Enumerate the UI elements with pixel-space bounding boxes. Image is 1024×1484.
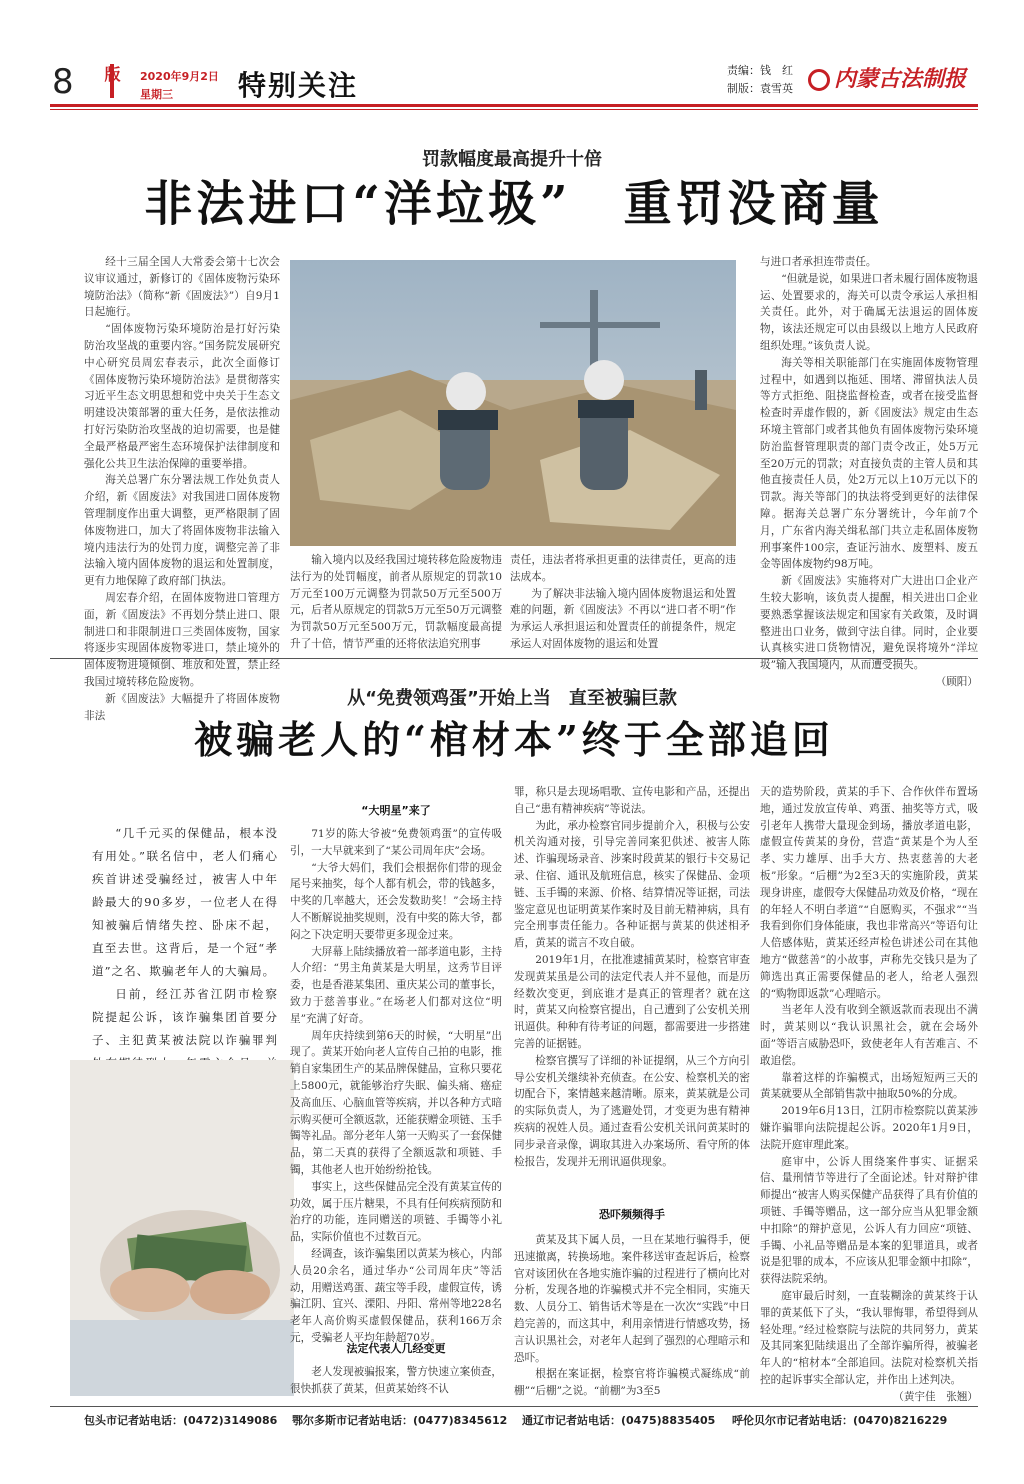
article2-col2: 71岁的陈大爷被“免费领鸡蛋”的宣传吸引，一大早就来到了“某公司周年庆”会场。 “大爷大妈们，我们会根据你们带的现金尾号来抽奖，每个人都有机会，带的钱越多，中奖的几率越大，还会发数助奖！”会场主持人不断解说抽奖规则，没有中奖的陈大爷，都闷之下决定明天要带更多现金过来。 大屏幕上陆续播放着一部孝道电影，主持人介绍：“男主角黄某是大明星，这秀节目评委，也是香港某集团、重庆某公司的董事长，致力于慈善事业。”在场老人们都对这位“明星”充满了好奇。 周年庆持续到第6天的时候，“大明星”出现了。黄某开始向老人宣传自己拍的电影，推销自家集团生产的某品牌保健品，宣称只要花上5800元，就能够治疗失眠、偏头痛、癌症及高血压、心脑血管等疾病，并以各种方式暗示购买便可全额返款，还能获赠金项链、玉手镯等礼品。部分老年人第一天购买了一套保健品，第二天真的获得了全额返款和项链、手镯，其他老人也开始纷纷抢钱。 事实上，这些保健品完全没有黄某宣传的功效，属于压片糖果，不具有任何疾病预防和治疗的功能，连同赠送的项链、手镯等小礼品，实际价值也不过数百元。 经调查，该诈骗集团以黄某为核心，内部人员20余名，通过华办“公司周年庆”等活动，用赠送鸡蛋、蔬宝等手段，虚假宣传，诱骗江阴、宜兴、溧阳、丹阳、常州等地228名老年人高价购买虚假保健品，获利166万余元，受骗老人平均年龄超70岁。 — [290, 828, 502, 1344]
article2-col3-tail: 黄某及其下属人员，一旦在某地行骗得手，便迅速撤离，转换场地。案件移送审查起诉后，检察官对该团伙在各地实施诈骗的过程进行了横向比对分析，发现各地的诈骗模式并不完全相同，实施天数、人员分工、销售话术等是在一次次“实践”中日趋完善的，而这其中，利用亲情进行情感攻势，扬言认识黑社会，对老年人起到了强烈的心理暗示和恐吓。 根据在案证据，检察官将诈骗模式凝练成“前棚”“后棚”之说。“前棚”为3至5 — [514, 1234, 750, 1398]
issue-date: 2020年9月2日 星期三 — [140, 68, 219, 104]
article1-col3: 责任，违法者将承担更重的法律责任，更高的违法成本。 为了解决非法输入境内固体废物退运和处置难的问题，新《固废法》不再以“进口者不明”作为承运人承担退运和处置责任的前提条件，规定承运人对固体废物的退运和处置 — [510, 554, 736, 650]
article-divider — [50, 658, 978, 659]
customs-officers-inspecting-waste-image — [290, 260, 736, 546]
article1-byline: （顾阳） — [935, 675, 978, 688]
article2-subhead-3: 恐吓频频得手 — [599, 1208, 665, 1221]
article2-photo — [70, 1060, 294, 1396]
article1-headline: 非法进口“洋垃圾” 重罚没商量 — [144, 176, 884, 232]
article2-headline: 被骗老人的“棺材本”终于全部追回 — [194, 717, 834, 762]
footer-baotou: 包头市记者站电话：(0472)3149086 — [84, 1414, 278, 1427]
elderly-hands-money-image — [70, 1060, 294, 1396]
article1-col2: 输入境内以及经我国过境转移危险废物违法行为的处罚幅度，前者从原规定的罚款10万元至100万元调整为罚款50万元至500万元，后者从原规定的罚款5万元至50万元调整为罚款50万元至500万元，罚款幅度最高提升了十倍，情节严重的还将依法追究刑事 — [290, 554, 502, 650]
weekday: 星期三 — [140, 88, 173, 101]
article2-col3: 罪，称只是去现场唱歌、宣传电影和产品，还提出自己“患有精神疾病”等说法。 为此，承办检察官同步提前介入，积极与公安机关沟通对接，引导完善同案犯供述、被害人陈述、诈骗现场录音、涉案时段黄某的银行卡交易记录、住宿、通讯及航班信息，核实了保健品、金项链、玉手镯的来源、价格、结算情况等证据，司法鉴定意见也证明黄某作案时及目前无精神病，具有完全刑事责任能力。各种证据与黄某的供述相矛盾，黄某的谎言不攻自破。 2019年1月，在批准逮捕黄某时，检察官审查发现黄某虽是公司的法定代表人并不显他，而是历经数次变更，到底谁才是真正的管理者？就在这时，黄某又向检察官提出，自己遭到了公安机关刑讯逼供。种种有待考证的问题，都需要进一步搭建完善的证据链。 检察官撰写了详细的补证提纲，从三个方向引导公安机关继续补充侦查。在公安、检察机关的密切配合下，案情越来越清晰。原来，黄某就是公司的实际负责人，为了逃避处罚，才变更为患有精神疾病的祝姓人员。通过查看公安机关讯问黄某时的同步录音录像，调取其进入办案场所、看守所的体检报告，发现并无刑讯逼供现象。 — [514, 786, 750, 1168]
newspaper-logo: 内蒙古法制报 — [808, 62, 966, 93]
footer-tongliao: 通辽市记者站电话：(0475)8835405 — [522, 1414, 716, 1427]
article2-kicker: 从“免费领鸡蛋”开始上当 直至被骗巨款 — [347, 688, 677, 709]
editor-credits: 责编：钱 红 制版：袁雪英 — [727, 64, 793, 95]
article2-col2-tail: 老人发现被骗报案，警方快速立案侦查，很快抓获了黄某，但黄某始终不认 — [290, 1366, 502, 1395]
page-number: 8 — [52, 62, 112, 102]
section-title: 特别关注 — [238, 69, 359, 102]
footer-ordos: 鄂尔多斯市记者站电话：(0477)8345612 — [292, 1414, 508, 1427]
article1-kicker: 罚款幅度最高提升十倍 — [422, 149, 602, 170]
article2-subhead-1: “大明星”来了 — [361, 804, 431, 817]
masthead-bar — [110, 64, 114, 98]
article2-subhead-2: 法定代表人几经变更 — [346, 1342, 446, 1355]
masthead-rule-thin — [50, 109, 978, 110]
article2-col4: 天的造势阶段，黄某的手下、合作伙伴布置场地，通过发放宣传单、鸡蛋、抽奖等方式，吸引老年人携带大量现金到场，播放孝道电影，虚假宣传黄某的身份，营造“黄某是个为人至孝、实力雄厚、出手大方、热衷慈善的大老板”形象。“后棚”为2至3天的实施阶段，黄某现身讲座，虚假夸大保健品功效及价格，“现在的年轻人不明白孝道”“自愿购买，不强求”“当我看到你们身体能康，我也非常高兴”等语句让人倍感体贴，黄某还经声检色讲述公司在其他地方“做慈善”的小故事，声称先交钱只是为了筛选出真正需要保健品的老人，给老人强烈的“购物即返款”心理暗示。 当老年人没有收到全额返款而表现出不满时，黄某则以“我认识黑社会，就在会场外面”等语言威胁恐吓，致使老年人有苦难言、不敢追偿。 靠着这样的诈骗模式，出场短短两三天的黄某就要从全部销售款中抽取50%的分成。 2019年6月13日，江阴市检察院以黄某涉嫌诈骗罪向法院提起公诉。2020年1月9日，法院开庭审理此案。 庭审中，公诉人围绕案件事实、证据采信、量刑情节等进行了全面论述。针对辩护律师提出“被害人购买保健产品获得了具有价值的项链、手镯等赠品，这一部分应当从犯罪金额中扣除”的辩护意见，公诉人有力回应“项链、手镯、小礼品等赠品是本案的犯罪道具，或者说是犯罪的成本，不应该从犯罪金额中扣除”，获得法院采纳。 庭审最后时刻，一直装糊涂的黄某终于认罪的黄某低下了头，“我认罪悔罪，希望得到从轻处理。”经过检察院与法院的共同努力，黄某及其同案犯陆续退出了全部诈骗所得，被骗老年人的“棺材本”全部追回。法院对检察机关指控的起诉事实全部认定，并作出上述判决。 （黄宇佳 张翘） — [760, 784, 978, 1405]
masthead-rule — [50, 104, 978, 107]
footer-rule — [50, 1406, 978, 1407]
article1-col1: 经十三届全国人大常委会第十七次会议审议通过，新修订的《固体废物污染环境防治法》（简称“新《固废法》”）自9月1日起施行。 “固体废物污染环境防治是打好污染防治攻坚战的重要内容。”国务院发展研究中心研究员周宏春表示，此次全面修订《固体废物污染环境防治法》是贯彻落实习近平生态文明思想和党中央关于生态文明建设决策部署的重大任务，是依法推动打好污染防治攻坚战的迫切需要，也是健全最严格最严密生态环境保护法律制度和强化公共卫生法治保障的重要举措。 海关总署广东分署法规工作处负责人介绍，新《固废法》对我国进口固体废物管理制度作出重大调整，更严格限制了固体废物进口，加大了将固体废物非法输入境内违法行为的处罚力度，调整完善了非法输入境内固体废物的退运和处置制度，更有力地保障了政府部门执法。 周宏春介绍，在固体废物进口管理方面，新《固废法》不再划分禁止进口、限制进口和非限制进口三类固体废物，国家将逐步实现固体废物零进口，禁止境外的固体废物进境倾倒、堆放和处置，禁止经我国过境转移危险废物。 新《固废法》大幅提升了将固体废物非法 — [84, 256, 280, 722]
logo-icon — [808, 69, 830, 91]
footer-hulunbuir: 呼伦贝尔市记者站电话：(0470)8216229 — [732, 1414, 948, 1427]
article1-col4: 与进口者承担连带责任。 “但就是说，如果进口者未履行固体废物退运、处置要求的，海关可以责令承运人承担相关责任。此外，对于确属无法退运的固体废物，该法还规定可以由县级以上地方人民政府组织处理。”该负责人说。 海关等相关职能部门在实施固体废物管理过程中，如遇到以拖延、围堵、滞留执法人员等方式拒绝、阻挠监督检查，或者在接受监督检查时弄虚作假的，新《固废法》规定由生态环境主管部门或者其他负有固体废物污染环境防治监督管理职责的部门责令改正，处5万元至20万元的罚款；对直接负责的主管人员和其他直接责任人员，处2万元以上10万元以下的罚款。海关等部门的执法将受到更好的法律保障。据海关总署广东分署统计，今年前7个月，广东省内海关缉私部门共立走私固体废物刑事案件100宗，查证污油水、废塑料、废五金等固体废物约98万吨。 新《固废法》实施将对广大进出口企业产生较大影响，该负责人提醒，相关进出口企业要熟悉掌握该法规定和国家有关政策，及时调整进出口业务，做到守法自律。同时，企业要认真核实进口货物情况，避免误将境外“洋垃圾”输入我国境内，从而遭受损失。 （顾阳） — [760, 254, 978, 691]
article1-photo — [290, 260, 736, 546]
article2-byline: （黄宇佳 张翘） — [893, 1390, 978, 1403]
article2-lead: “几千元买的保健品，根本没有用处。”联名信中，老人们痛心疾首讲述受骗经过，被害人中年龄最大的90多岁，一位老人在得知被骗后情绪失控、卧床不起，直至去世。这背后，是一个冠“孝道”之名、欺骗老年人的大骗局。 日前，经江苏省江阴市检察院提起公诉，该诈骗集团首要分子、主犯黄某被法院以诈骗罪判 — [92, 826, 278, 1047]
